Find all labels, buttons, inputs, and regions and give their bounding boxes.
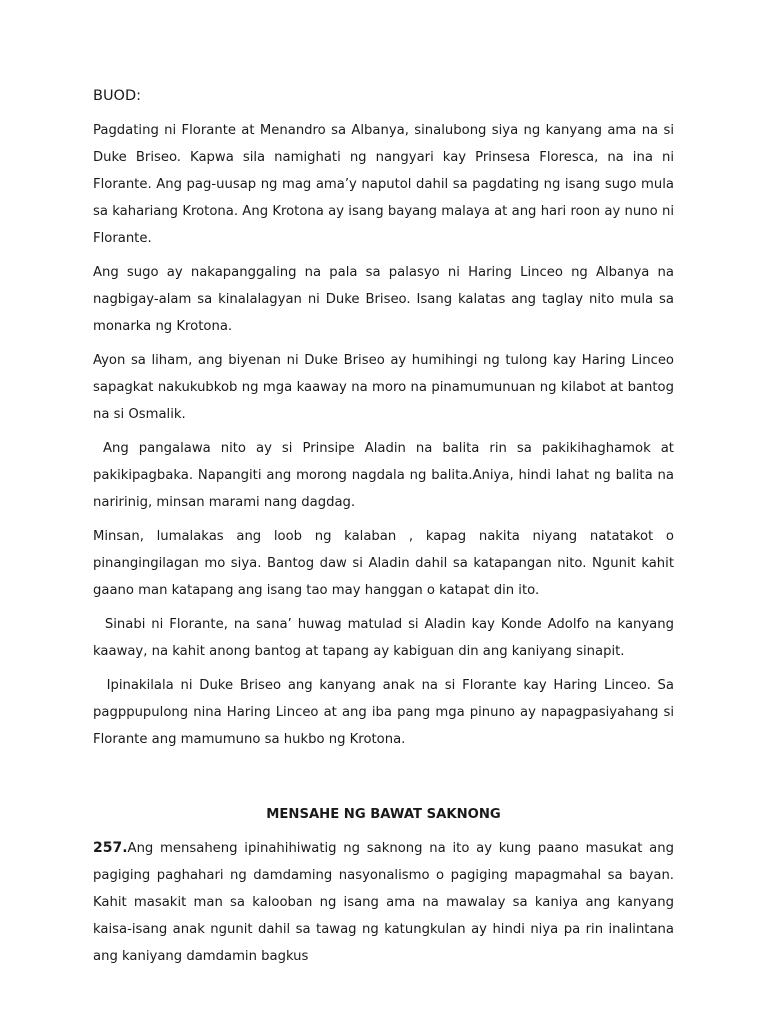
paragraph-5: Minsan, lumalakas ang loob ng kalaban , kapag nakita niyang natatakot o pinangingilagan mo siya. Bantog daw si Aladin dahil sa katapangan nito. Ngunit kahit gaano man katapang ang isang tao may hanggan o katapat din ito. [93,529,674,598]
paragraph-4: Ang pangalawa nito ay si Prinsipe Aladin na balita rin sa pakikihaghamok at pakikipagbaka. Napangiti ang morong nagdala ng balita.Aniya, hindi lahat ng balita na naririnig, minsan marami nang dagdag. [93,441,679,510]
stanza-paragraph [93,835,674,970]
paragraph-2: Ang sugo ay nakapanggaling na pala sa palasyo ni Haring Linceo ng Albanya na nagbigay-alam sa kinalalagyan ni Duke Briseo. Isang kalatas ang taglay nito mula sa monarka ng Krotona. [93,265,674,334]
paragraph-3: Ayon sa liham, ang biyenan ni Duke Briseo ay humihingi ng tulong kay Haring Linceo sapagkat nakukubkob ng mga kaaway na moro na pinamumunuan ng kilabot at bantog na si Osmalik. [93,353,674,422]
section-heading: MENSAHE NG BAWAT SAKNONG [266,807,501,822]
stanza-number: 257. [93,840,128,856]
paragraph-7: Ipinakilala ni Duke Briseo ang kanyang anak na si Florante kay Haring Linceo. Sa pagppupulong nina Haring Linceo at ang iba pang mga pinuno ay napagpasiyahang si Florante ang mamumuno sa hukbo ng Krotona. [93,678,679,747]
document-page [93,86,679,977]
paragraph-1: Pagdating ni Florante at Menandro sa Albanya, sinalubong siya ng kanyang ama na si Duke Briseo. Kapwa sila namighati ng nangyari kay Prinsesa Floresca, na ina ni Florante. Ang pag-uusap ng mag ama’y naputol dahil sa pagdating ng isang sugo mula sa kahariang Krotona. Ang Krotona ay isang bayang malaya at ang hari roon ay nuno ni Florante. [93,123,674,246]
stanza-text: Ang mensaheng ipinahihiwatig ng saknong na ito ay kung paano masukat ang pagiging paghahari ng damdaming nasyonalismo o pagiging mapagmahal sa bayan. Kahit masakit man sa kalooban ng isang ama na mawalay sa kaniya ang kanyang kaisa-isang anak ngunit dahil sa tawag ng katungkulan ay hindi niya pa rin inalintana ang kaniyang damdamin bagkus [93,841,674,964]
paragraph-6: Sinabi ni Florante, na sana’ huwag matulad si Aladin kay Konde Adolfo na kanyang kaaway, na kahit anong bantog at tapang ay kabiguan din ang kaniyang sinapit. [93,617,679,659]
summary-heading: BUOD: [93,88,142,104]
